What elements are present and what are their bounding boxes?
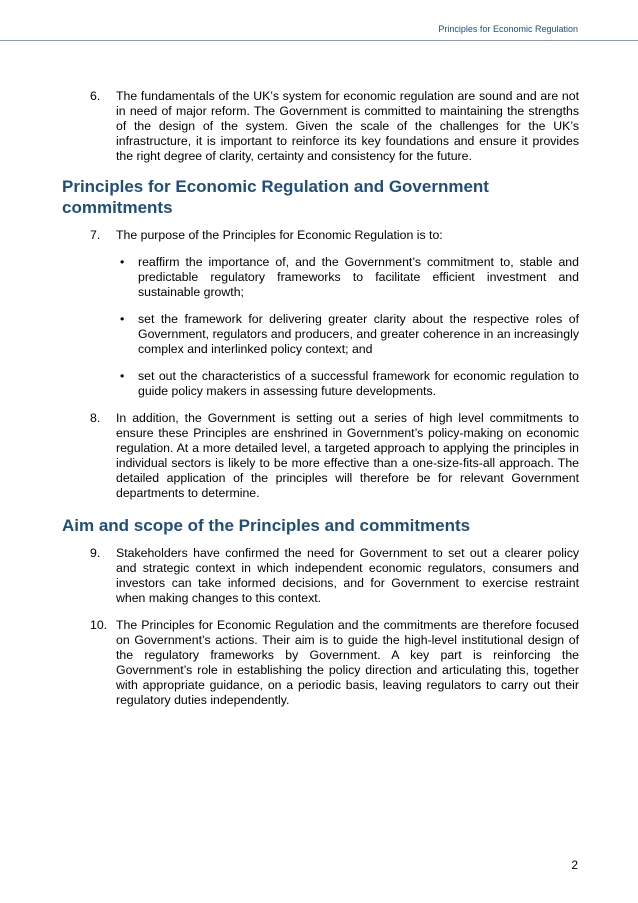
purpose-bullet-list [62, 255, 579, 399]
paragraph-text: The Principles for Economic Regulation and the commitments are therefore focused on Government’s actions. Their aim is to guide the high-level institutional design of the regulatory frameworks by Government. A key part is reinforcing the Government’s role in establishing the policy direction and articulating this, together with appropriate guidance, on a periodic basis, leaving regulators to carry out their regulatory duties independently. [116, 618, 579, 707]
page-body [62, 89, 579, 720]
section-heading-aim-scope: Aim and scope of the Principles and commitments [62, 516, 471, 535]
bullet-text: set the framework for delivering greater clarity about the respective roles of Government, regulators and producers, and greater coherence in an increasingly complex and interlinked policy context; and [138, 312, 579, 356]
paragraph-text: In addition, the Government is setting out a series of high level commitments to ensure these Principles are enshrined in Government’s policy-making on economic regulation. At a more detailed level, a targeted approach to applying the principles in individual sectors is likely to be more effective than a one-size-fits-all approach. The detailed application of the principles will therefore be for relevant Government departments to determine. [116, 411, 579, 500]
bullet-icon: • [120, 312, 125, 326]
paragraph-number: 9. [90, 546, 101, 560]
paragraph-number: 10. [90, 618, 108, 632]
paragraph-text: The purpose of the Principles for Economic Regulation is to: [116, 228, 443, 242]
bullet-icon: • [120, 255, 125, 269]
bullet-icon: • [120, 369, 125, 383]
paragraph-number: 8. [90, 411, 101, 425]
paragraph-8 [62, 411, 579, 501]
running-header: Principles for Economic Regulation [438, 24, 578, 34]
paragraph-number: 7. [90, 228, 101, 242]
header-divider [0, 40, 638, 41]
paragraph-number: 6. [90, 89, 101, 103]
paragraph-6 [62, 89, 579, 164]
bullet-item [116, 312, 579, 357]
bullet-text: reaffirm the importance of, and the Government’s commitment to, stable and predictable regulatory frameworks to facilitate efficient investment and sustainable growth; [138, 255, 579, 299]
page-number: 2 [571, 858, 578, 872]
paragraph-text: Stakeholders have confirmed the need for Government to set out a clearer policy and strategic context in which independent economic regulators, consumers and investors can take informed decisions, and for Government to exercise restraint when making changes to this context. [116, 546, 579, 605]
bullet-item [116, 369, 579, 399]
section-heading-principles: Principles for Economic Regulation and Government commitments [62, 177, 489, 217]
paragraph-10 [62, 618, 579, 708]
bullet-item [116, 255, 579, 300]
paragraph-9 [62, 546, 579, 606]
paragraph-text: The fundamentals of the UK’s system for economic regulation are sound and are not in need of major reform. The Government is committed to maintaining the strengths of the design of the system. Given the scale of the challenges for the UK’s infrastructure, it is important to reinforce its key foundations and ensure it provides the right degree of clarity, certainty and consistency for the future. [116, 89, 579, 163]
paragraph-7 [62, 228, 579, 243]
bullet-text: set out the characteristics of a successful framework for economic regulation to guide policy makers in assessing future developments. [138, 369, 579, 398]
